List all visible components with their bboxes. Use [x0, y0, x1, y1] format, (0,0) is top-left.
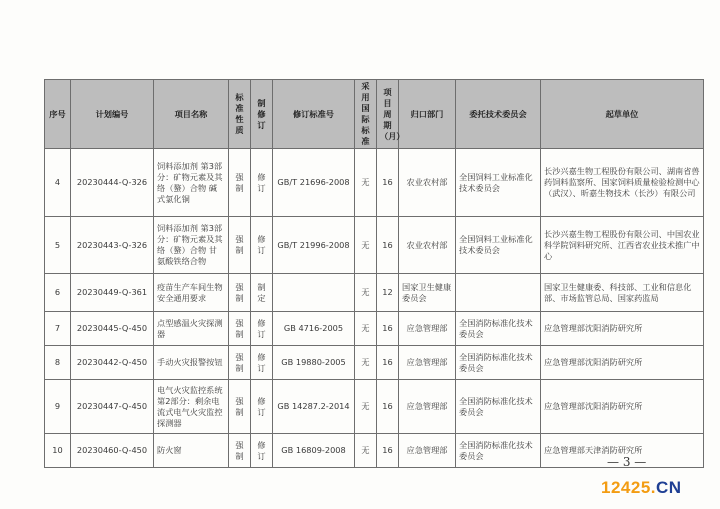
cell-committee: 全国消防标准化技术委员会	[456, 380, 541, 434]
cell-period: 16	[377, 312, 399, 346]
table-row	[45, 380, 704, 434]
cell-plan: 20230442-Q-450	[71, 346, 154, 380]
cell-nature: 强制	[229, 149, 251, 217]
cell-nature: 强制	[229, 274, 251, 312]
cell-dept: 应急管理部	[399, 380, 456, 434]
site-watermark	[601, 478, 682, 498]
cell-name: 手动火灾报警按钮	[154, 346, 229, 380]
cell-drafter: 应急管理部沈阳消防研究所	[541, 346, 704, 380]
header-cell-type: 制修订	[251, 80, 273, 149]
header-cell-drafter: 起草单位	[541, 80, 704, 149]
cell-intl: 无	[355, 312, 377, 346]
cell-drafter: 应急管理部沈阳消防研究所	[541, 380, 704, 434]
cell-no: 8	[45, 346, 71, 380]
cell-drafter: 国家卫生健康委、科技部、工业和信息化部、市场监管总局、国家药监局	[541, 274, 704, 312]
standards-plan-table	[44, 79, 704, 468]
watermark-dot: .	[650, 478, 657, 497]
cell-name: 电气火灾监控系统 第2部分：剩余电流式电气火灾监控探测器	[154, 380, 229, 434]
cell-drafter: 长沙兴嘉生物工程股份有限公司、湖南省兽药饲料监察所、国家饲料质量检验检测中心（武汉）、昕嘉生物技术（长沙）有限公司	[541, 149, 704, 217]
cell-drafter: 应急管理部沈阳消防研究所	[541, 312, 704, 346]
cell-period: 16	[377, 434, 399, 468]
cell-committee: 全国消防标准化技术委员会	[456, 312, 541, 346]
cell-name: 疫苗生产车间生物安全通用要求	[154, 274, 229, 312]
cell-revise: GB/T 21696-2008	[273, 149, 355, 217]
cell-no: 9	[45, 380, 71, 434]
cell-committee: 全国饲料工业标准化技术委员会	[456, 217, 541, 274]
header-cell-intl: 采用国际标准	[355, 80, 377, 149]
cell-revise: GB 4716-2005	[273, 312, 355, 346]
cell-plan: 20230449-Q-361	[71, 274, 154, 312]
cell-plan: 20230444-Q-326	[71, 149, 154, 217]
cell-type: 修订	[251, 217, 273, 274]
cell-intl: 无	[355, 380, 377, 434]
cell-nature: 强制	[229, 312, 251, 346]
cell-dept: 农业农村部	[399, 149, 456, 217]
cell-dept: 应急管理部	[399, 434, 456, 468]
cell-drafter: 应急管理部天津消防研究所	[541, 434, 704, 468]
cell-revise: GB 16809-2008	[273, 434, 355, 468]
cell-committee	[456, 274, 541, 312]
table-header-row	[45, 80, 704, 149]
table-row	[45, 274, 704, 312]
table-row	[45, 434, 704, 468]
cell-no: 7	[45, 312, 71, 346]
cell-revise	[273, 274, 355, 312]
watermark-cn: CN	[656, 478, 682, 497]
cell-intl: 无	[355, 346, 377, 380]
header-cell-committee: 委托技术委员会	[456, 80, 541, 149]
cell-intl: 无	[355, 217, 377, 274]
cell-dept: 应急管理部	[399, 312, 456, 346]
watermark-number: 12425	[601, 478, 651, 497]
cell-plan: 20230447-Q-450	[71, 380, 154, 434]
cell-nature: 强制	[229, 434, 251, 468]
cell-no: 4	[45, 149, 71, 217]
cell-nature: 强制	[229, 346, 251, 380]
cell-period: 16	[377, 149, 399, 217]
cell-period: 12	[377, 274, 399, 312]
cell-revise: GB/T 21996-2008	[273, 217, 355, 274]
cell-revise: GB 19880-2005	[273, 346, 355, 380]
cell-name: 点型感温火灾探测器	[154, 312, 229, 346]
cell-period: 16	[377, 380, 399, 434]
cell-plan: 20230443-Q-326	[71, 217, 154, 274]
cell-plan: 20230445-Q-450	[71, 312, 154, 346]
page-number: — 3 —	[607, 455, 647, 469]
cell-dept: 应急管理部	[399, 346, 456, 380]
cell-type: 修订	[251, 434, 273, 468]
table-row	[45, 149, 704, 217]
header-cell-name: 项目名称	[154, 80, 229, 149]
table-row	[45, 346, 704, 380]
cell-type: 修订	[251, 312, 273, 346]
cell-type: 修订	[251, 149, 273, 217]
cell-name: 饲料添加剂 第3部分：矿物元素及其络（螯）合物 甘氨酸铁络合物	[154, 217, 229, 274]
cell-intl: 无	[355, 434, 377, 468]
cell-name: 饲料添加剂 第3部分：矿物元素及其络（螯）合物 碱式氯化铜	[154, 149, 229, 217]
cell-committee: 全国消防标准化技术委员会	[456, 346, 541, 380]
header-cell-period: 项目周期（月）	[377, 80, 399, 149]
cell-period: 16	[377, 346, 399, 380]
cell-type: 制定	[251, 274, 273, 312]
cell-type: 修订	[251, 380, 273, 434]
table-row	[45, 217, 704, 274]
header-cell-plan: 计划编号	[71, 80, 154, 149]
cell-nature: 强制	[229, 380, 251, 434]
table-row	[45, 312, 704, 346]
header-cell-no: 序号	[45, 80, 71, 149]
cell-period: 16	[377, 217, 399, 274]
cell-dept: 农业农村部	[399, 217, 456, 274]
cell-committee: 全国消防标准化技术委员会	[456, 434, 541, 468]
cell-intl: 无	[355, 274, 377, 312]
cell-committee: 全国饲料工业标准化技术委员会	[456, 149, 541, 217]
cell-revise: GB 14287.2-2014	[273, 380, 355, 434]
cell-type: 修订	[251, 346, 273, 380]
header-cell-revise: 修订标准号	[273, 80, 355, 149]
cell-no: 10	[45, 434, 71, 468]
header-cell-dept: 归口部门	[399, 80, 456, 149]
cell-no: 6	[45, 274, 71, 312]
cell-plan: 20230460-Q-450	[71, 434, 154, 468]
cell-no: 5	[45, 217, 71, 274]
header-cell-nature: 标准性质	[229, 80, 251, 149]
cell-nature: 强制	[229, 217, 251, 274]
cell-drafter: 长沙兴嘉生物工程股份有限公司、中国农业科学院饲料研究所、江西省农业技术推广中心	[541, 217, 704, 274]
cell-dept: 国家卫生健康委员会	[399, 274, 456, 312]
cell-intl: 无	[355, 149, 377, 217]
cell-name: 防火窗	[154, 434, 229, 468]
